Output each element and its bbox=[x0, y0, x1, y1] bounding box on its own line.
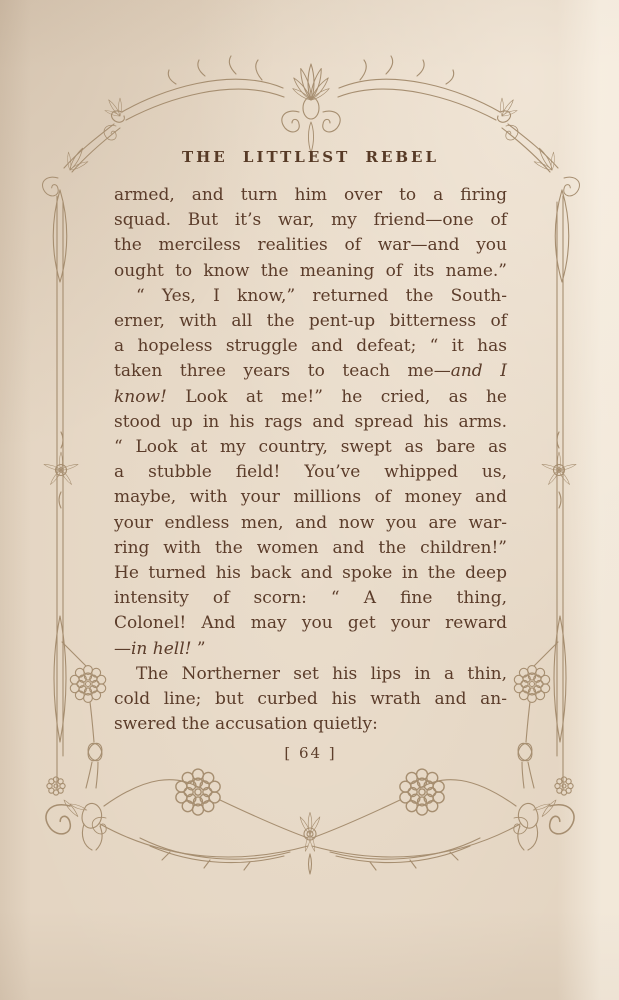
text-line: “ Look at my country, swept as bare as bbox=[114, 437, 507, 458]
text-line: squad. But it’s war, my friend—one of bbox=[114, 210, 507, 231]
text-line: a stubble field! You’ve whipped us, bbox=[114, 462, 507, 483]
running-head: THE LITTLEST REBEL bbox=[181, 148, 440, 166]
page-number: [ 64 ] bbox=[284, 744, 337, 763]
bottom-center-medallion-ornament bbox=[299, 812, 322, 874]
text-line: intensity of scorn: “ A fine thing, bbox=[114, 588, 507, 609]
text-line: your endless men, and now you are war- bbox=[114, 512, 507, 533]
body-text bbox=[114, 183, 507, 737]
text-line: ought to know the meaning of its name.” bbox=[114, 260, 507, 281]
text-line: ring with the women and the children!” bbox=[114, 537, 507, 558]
text-line: Colonel! And may you get your reward bbox=[114, 613, 507, 634]
text-line: maybe, with your millions of money and bbox=[114, 487, 507, 508]
page-content bbox=[114, 148, 507, 762]
text-line: erner, with all the pent-up bitterness of bbox=[114, 311, 507, 332]
text-line: He turned his back and spoke in the deep bbox=[114, 563, 507, 584]
text-line: armed, and turn him over to a firing bbox=[114, 185, 507, 205]
text-line: “ Yes, I know,” returned the South- bbox=[136, 285, 507, 306]
text-line: a hopeless struggle and defeat; “ it has bbox=[114, 336, 507, 357]
top-center-palmette-ornament bbox=[282, 64, 340, 153]
text-line: taken three years to teach me—and I bbox=[114, 361, 508, 382]
text-line: The Northerner set his lips in a thin, bbox=[136, 663, 507, 684]
text-line: swered the accusation quietly: bbox=[114, 714, 378, 735]
text-line: —in hell! ” bbox=[114, 638, 206, 659]
text-line: cold line; but curbed his wrath and an- bbox=[114, 689, 507, 710]
text-line: the merciless realities of war—and you bbox=[114, 235, 507, 256]
text-line: stood up in his rags and spread his arms. bbox=[114, 411, 507, 432]
text-line: know! Look at me!” he cried, as he bbox=[114, 386, 507, 407]
